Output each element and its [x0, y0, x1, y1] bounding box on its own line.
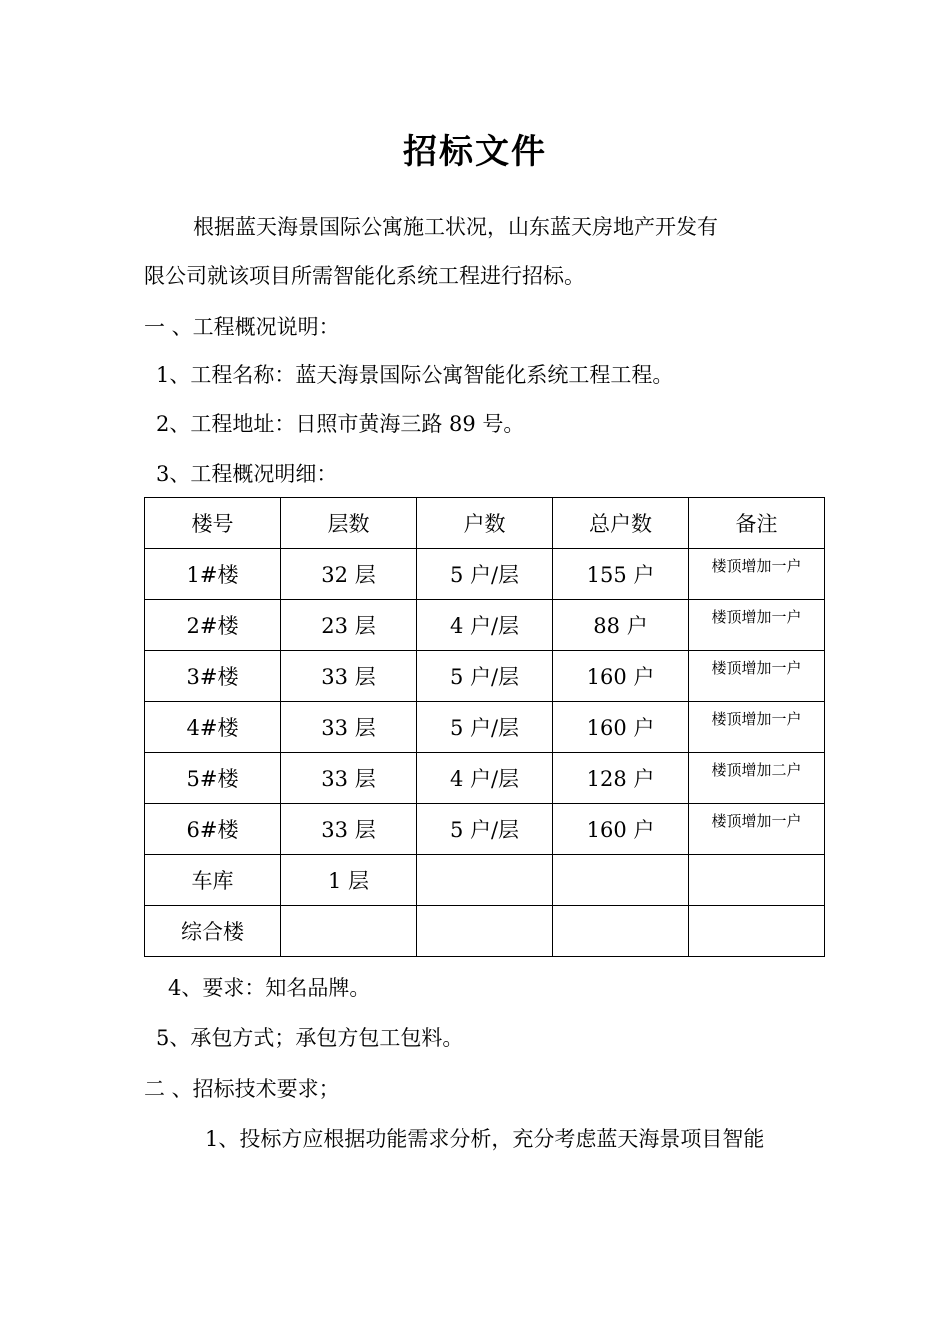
cell-units: 5 户/层	[417, 549, 553, 600]
cell-note: 楼顶增加一户	[689, 549, 825, 600]
cell-note: 楼顶增加一户	[689, 600, 825, 651]
table-header-row	[145, 498, 825, 549]
table-row	[145, 855, 825, 906]
cell-floors: 33 层	[281, 804, 417, 855]
cell-building: 综合楼	[145, 906, 281, 957]
project-name-item: 1、工程名称：蓝天海景国际公寓智能化系统工程工程。	[156, 363, 674, 387]
cell-total: 88 户	[553, 600, 689, 651]
header-building: 楼号	[145, 498, 281, 549]
contract-method-item: 5、承包方式；承包方包工包料。	[156, 1026, 464, 1050]
cell-total	[553, 855, 689, 906]
cell-building: 车库	[145, 855, 281, 906]
cell-units: 5 户/层	[417, 702, 553, 753]
header-total-units: 总户数	[553, 498, 689, 549]
table-row	[145, 549, 825, 600]
cell-building: 1#楼	[145, 549, 281, 600]
cell-total: 128 户	[553, 753, 689, 804]
cell-building: 3#楼	[145, 651, 281, 702]
cell-floors: 33 层	[281, 702, 417, 753]
requirement-item: 4、要求：知名品牌。	[168, 976, 371, 1000]
table-row	[145, 804, 825, 855]
cell-note: 楼顶增加一户	[689, 651, 825, 702]
cell-units: 5 户/层	[417, 651, 553, 702]
section-1-heading: 一 、工程概况说明：	[144, 315, 340, 339]
cell-total: 155 户	[553, 549, 689, 600]
cell-units	[417, 906, 553, 957]
table-row	[145, 753, 825, 804]
cell-units: 4 户/层	[417, 753, 553, 804]
cell-total: 160 户	[553, 804, 689, 855]
cell-floors: 33 层	[281, 753, 417, 804]
cell-floors	[281, 906, 417, 957]
cell-floors: 1 层	[281, 855, 417, 906]
cell-floors: 23 层	[281, 600, 417, 651]
document-title: 招标文件	[403, 132, 547, 172]
cell-note: 楼顶增加一户	[689, 804, 825, 855]
cell-note	[689, 855, 825, 906]
intro-line-1: 根据蓝天海景国际公寓施工状况，山东蓝天房地产开发有	[193, 215, 718, 239]
cell-building: 5#楼	[145, 753, 281, 804]
tech-requirement-item: 1、投标方应根据功能需求分析，充分考虑蓝天海景项目智能	[205, 1127, 765, 1151]
intro-line-2: 限公司就该项目所需智能化系统工程进行招标。	[144, 264, 585, 288]
table-row	[145, 651, 825, 702]
project-address-item: 2、工程地址：日照市黄海三路 89 号。	[156, 412, 525, 436]
cell-building: 4#楼	[145, 702, 281, 753]
cell-units: 4 户/层	[417, 600, 553, 651]
table-row	[145, 600, 825, 651]
table-row	[145, 702, 825, 753]
project-detail-item: 3、工程概况明细：	[156, 462, 338, 486]
cell-units: 5 户/层	[417, 804, 553, 855]
cell-total: 160 户	[553, 702, 689, 753]
cell-floors: 33 层	[281, 651, 417, 702]
cell-building: 6#楼	[145, 804, 281, 855]
table-row	[145, 906, 825, 957]
cell-note: 楼顶增加一户	[689, 702, 825, 753]
cell-units	[417, 855, 553, 906]
building-table	[144, 497, 825, 957]
cell-building: 2#楼	[145, 600, 281, 651]
cell-note	[689, 906, 825, 957]
section-2-heading: 二 、招标技术要求；	[144, 1077, 340, 1101]
cell-total	[553, 906, 689, 957]
cell-note: 楼顶增加二户	[689, 753, 825, 804]
header-notes: 备注	[689, 498, 825, 549]
header-units: 户数	[417, 498, 553, 549]
cell-floors: 32 层	[281, 549, 417, 600]
cell-total: 160 户	[553, 651, 689, 702]
header-floors: 层数	[281, 498, 417, 549]
